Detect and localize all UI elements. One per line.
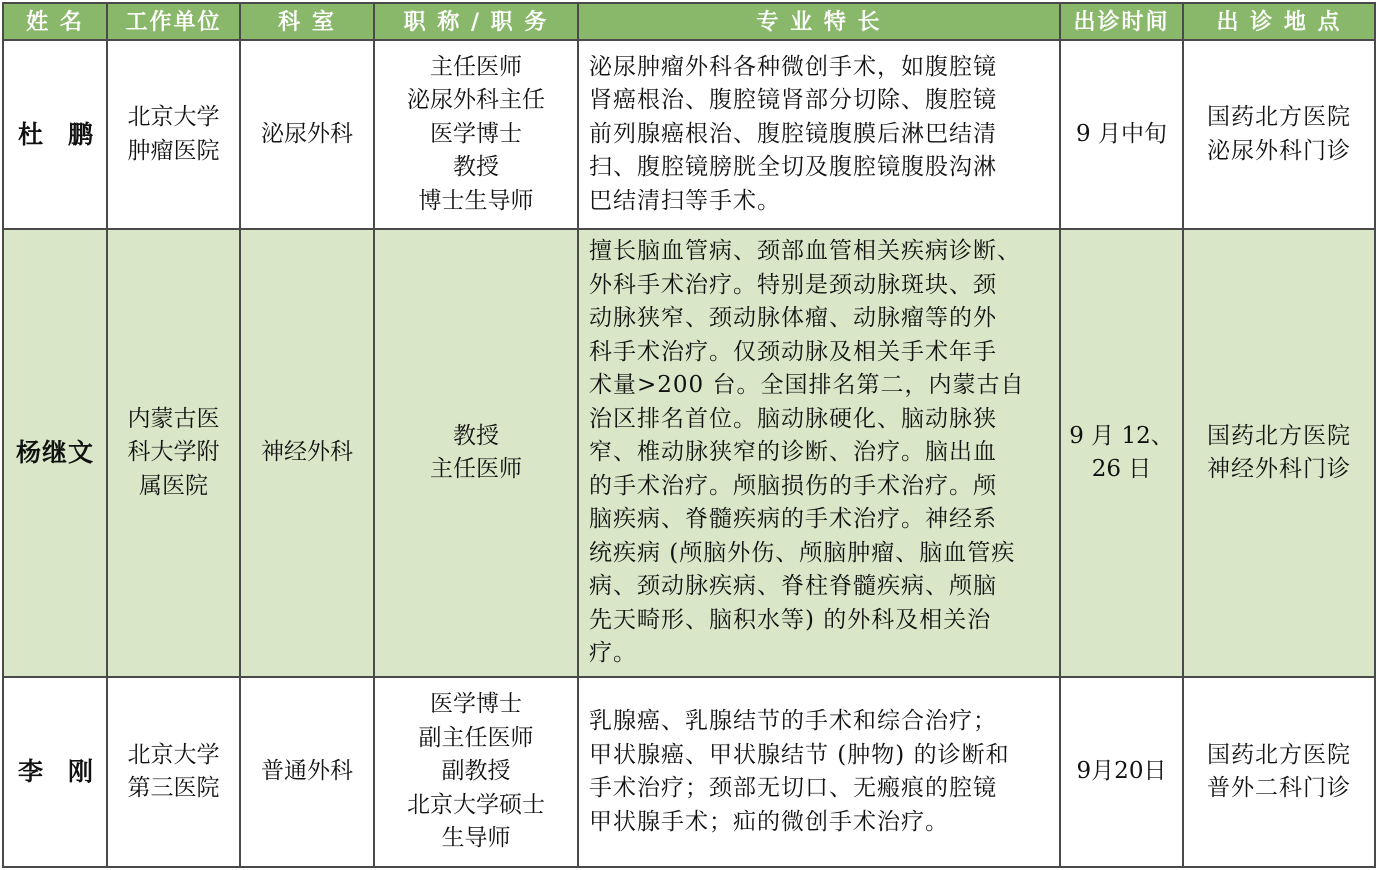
doctor-name <box>3 229 107 677</box>
workplace-line: 北京大学 <box>127 104 220 130</box>
specialty-line: 术量>200 台。全国排名第二，内蒙古自 <box>589 372 1025 399</box>
specialty-line: 甲状腺手术；疝的微创手术治疗。 <box>589 808 949 835</box>
time-cell <box>1060 677 1183 867</box>
specialty-line: 窄、椎动脉狭窄的诊断、治疗。脑出血 <box>589 439 997 466</box>
title-line: 泌尿外科主任 <box>407 87 545 114</box>
specialty-line: 治区排名首位。脑动脉硬化、脑动脉狭 <box>589 405 997 432</box>
title-line: 医学博士 <box>430 120 522 147</box>
location-line: 国药北方医院 <box>1207 104 1351 130</box>
header-specialty: 专 业 特 长 <box>578 3 1060 40</box>
specialty-line: 手术治疗；颈部无切口、无瘢痕的腔镜 <box>589 775 997 801</box>
header-title: 职 称 / 职 务 <box>374 3 578 40</box>
title-line: 副主任医师 <box>418 724 534 751</box>
location-line: 国药北方医院 <box>1207 741 1351 768</box>
location-line: 泌尿外科门诊 <box>1207 137 1351 164</box>
specialty-line: 擅长脑血管病、颈部血管相关疾病诊断、 <box>589 238 1021 265</box>
doctor-schedule-table <box>2 2 1376 868</box>
time-line: 9 月中旬 <box>1076 120 1167 147</box>
specialty-line: 扫、腹腔镜膀胱全切及腹腔镜腹股沟淋 <box>589 154 997 181</box>
name-char: 李 <box>18 757 45 787</box>
location-cell <box>1183 229 1375 677</box>
title-line: 教授 <box>453 154 499 181</box>
header-workplace: 工作单位 <box>107 3 240 40</box>
specialty-line: 的手术治疗。颅脑损伤的手术治疗。颅 <box>589 472 997 499</box>
specialty-line: 疗。 <box>589 640 637 667</box>
header-row <box>3 3 1375 40</box>
specialty-line: 甲状腺癌、甲状腺结节 (肿物) 的诊断和 <box>589 741 1010 768</box>
title-line: 医学博士 <box>430 691 522 718</box>
time-cell <box>1060 229 1183 677</box>
specialty-cell <box>578 677 1060 867</box>
titles-cell <box>374 40 578 229</box>
specialty-line: 动脉狭窄、颈动脉体瘤、动脉瘤等的外 <box>589 305 997 332</box>
workplace-line: 科大学附 <box>127 439 220 466</box>
location-cell <box>1183 40 1375 229</box>
workplace-line: 属医院 <box>139 472 208 499</box>
title-line: 生导师 <box>441 825 511 852</box>
department-cell: 泌尿外科 <box>240 40 374 229</box>
workplace-cell <box>107 40 240 229</box>
title-line: 教授 <box>453 422 499 449</box>
name-char: 杨继文 <box>15 438 94 468</box>
title-line: 副教授 <box>441 758 511 785</box>
location-line: 普外二科门诊 <box>1207 775 1351 801</box>
doctor-name <box>3 677 107 867</box>
department-cell: 普通外科 <box>240 677 374 867</box>
workplace-line: 内蒙古医 <box>127 405 220 432</box>
specialty-line: 泌尿肿瘤外科各种微创手术，如腹腔镜 <box>589 53 997 80</box>
doctor-name <box>3 40 107 229</box>
time-line: 9月20日 <box>1076 758 1167 785</box>
specialty-line: 统疾病 (颅脑外伤、颅脑肿瘤、脑血管疾 <box>589 539 1016 566</box>
header-name: 姓 名 <box>3 3 107 40</box>
titles-cell <box>374 677 578 867</box>
time-line: 26 日 <box>1091 456 1152 482</box>
workplace-line: 北京大学 <box>127 741 220 768</box>
name-char: 杜 <box>18 119 45 149</box>
table-row <box>3 229 1375 677</box>
header-department: 科 室 <box>240 3 374 40</box>
specialty-line: 外科手术治疗。特别是颈动脉斑块、颈 <box>589 271 997 298</box>
specialty-line: 先天畸形、脑积水等) 的外科及相关治 <box>589 606 992 633</box>
workplace-line: 肿瘤医院 <box>127 137 220 164</box>
specialty-line: 巴结清扫等手术。 <box>589 187 781 214</box>
workplace-line: 第三医院 <box>127 775 220 801</box>
title-line: 主任医师 <box>430 456 522 482</box>
workplace-cell <box>107 677 240 867</box>
name-char: 鹏 <box>67 119 94 149</box>
time-cell <box>1060 40 1183 229</box>
workplace-cell <box>107 229 240 677</box>
title-line: 北京大学硕士 <box>407 791 545 818</box>
specialty-line: 脑疾病、脊髓疾病的手术治疗。神经系 <box>589 506 997 533</box>
header-location: 出 诊 地 点 <box>1183 3 1375 40</box>
specialty-line: 科手术治疗。仅颈动脉及相关手术年手 <box>589 338 997 365</box>
specialty-line: 乳腺癌、乳腺结节的手术和综合治疗； <box>589 708 997 734</box>
location-line: 国药北方医院 <box>1207 422 1351 449</box>
name-char: 刚 <box>67 757 94 787</box>
titles-cell <box>374 229 578 677</box>
title-line: 博士生导师 <box>418 187 534 214</box>
location-cell <box>1183 677 1375 867</box>
specialty-cell <box>578 229 1060 677</box>
specialty-line: 肾癌根治、腹腔镜肾部分切除、腹腔镜 <box>589 87 997 114</box>
title-line: 主任医师 <box>430 53 522 80</box>
specialty-line: 病、颈动脉疾病、脊柱脊髓疾病、颅脑 <box>589 573 997 600</box>
department-cell: 神经外科 <box>240 229 374 677</box>
specialty-line: 前列腺癌根治、腹腔镜腹膜后淋巴结清 <box>589 120 997 147</box>
specialty-cell <box>578 40 1060 229</box>
table-row <box>3 677 1375 867</box>
header-time: 出诊时间 <box>1060 3 1183 40</box>
table-row <box>3 40 1375 229</box>
location-line: 神经外科门诊 <box>1207 456 1351 482</box>
time-line: 9 月 12、 <box>1069 422 1174 449</box>
